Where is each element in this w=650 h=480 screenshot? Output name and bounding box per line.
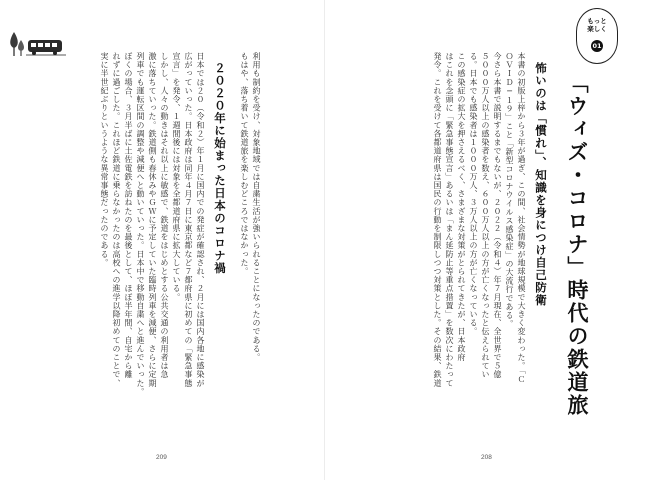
right-body-line: ＯＶＩＤ−１９」こと「新型コロナウイルス感染症」の大流行である。 bbox=[505, 52, 514, 329]
left-body-line: しかし、人々の動きはそれ以上に敏感で、鉄道をはじめとする公共交通の利用者は急 bbox=[160, 52, 169, 379]
right-body-line: 今さら本書で説明するまでもないが、２０２２（令和４）年７月現在、全世界で５億 bbox=[493, 52, 502, 379]
left-body-line: 列車でも運転区間の調整や減便へと動いていった。日本中で移動自粛へと進んでいった。 bbox=[136, 52, 145, 396]
right-body-line: る。日本でも感染者は１０００万人、３万人以上の方が亡くなっている。 bbox=[469, 52, 478, 336]
right-body-line: この感染症の拡大を押さえるべく、さまざまな対策がとられてきたが、日本政府 bbox=[457, 52, 466, 362]
badge-line-1: もっと bbox=[587, 17, 607, 25]
right-body-line: ５０００万人以上の感染者を数え、６００万人以上の方が亡くなったと伝えられてい bbox=[481, 52, 490, 379]
left-body-line: 宣言」を発令、１週間後には対象を全都道府県に拡大している。 bbox=[172, 52, 181, 302]
left-body-line: 広がっていった。日本政府は同年４月７日に東京都など７都府県に初めての「緊急事態 bbox=[184, 52, 193, 388]
badge-number: 01 bbox=[592, 42, 602, 50]
badge-line-2: 楽しく bbox=[587, 25, 607, 33]
left-body-line: 実に半世紀ぶりというような異常事態だったのである。 bbox=[100, 52, 109, 267]
page-number-right: 208 bbox=[481, 454, 492, 461]
left-paragraph-1: 利用も制約を受け、対象地域では自粛生活が強いられることになったのである。 bbox=[252, 52, 261, 362]
right-body-line: 本書の初版上梓から３年が過ぎ、この間、社会情勢が地球規模で大きく変わった。「Ｃ bbox=[517, 52, 526, 384]
left-body-line: 激に落ちていった。鉄道側も春休みやＧＷに予定していた臨時列車を減便、さらに定期 bbox=[148, 52, 157, 388]
right-page bbox=[325, 0, 650, 480]
right-body-line: 発令。これを受けて各都道府県は国民の行動を制限しつつ対策とした。その結果、鉄道 bbox=[433, 52, 442, 388]
right-body-line: はこれを念頭に「緊急事態宣言」あるいは「まん延防止等重点措置」を数次にわたって bbox=[445, 52, 454, 388]
left-body-line: れずに過ごした。これほど鉄道に乗らなかったのは高校への進学以降初めてのことで、 bbox=[112, 52, 121, 388]
page-number-left: 209 bbox=[156, 454, 167, 461]
chapter-title: 「ウィズ・コロナ」時代の鉄道旅 bbox=[565, 72, 589, 417]
section-heading: ２０２０年に始まった日本のコロナ禍 bbox=[213, 62, 227, 275]
left-body-line: 日本では２０（令和２）年１月に国内での発症が確認され、２月には国内各地に感染が bbox=[196, 52, 205, 388]
left-body-line: ぼくの場合、３月半ばに土佐電鉄を訪ねたのを最後として、ほぼ半年間、自宅から離 bbox=[124, 52, 133, 379]
chapter-badge bbox=[576, 8, 618, 64]
left-paragraph-2: もはや、落ち着いて鉄道旅を楽しむどころではなかった。 bbox=[240, 52, 249, 276]
train-and-trees-icon bbox=[8, 18, 88, 58]
subheading: 怖いのは「慣れ」、知識を身につけ自己防衛 bbox=[534, 62, 548, 307]
